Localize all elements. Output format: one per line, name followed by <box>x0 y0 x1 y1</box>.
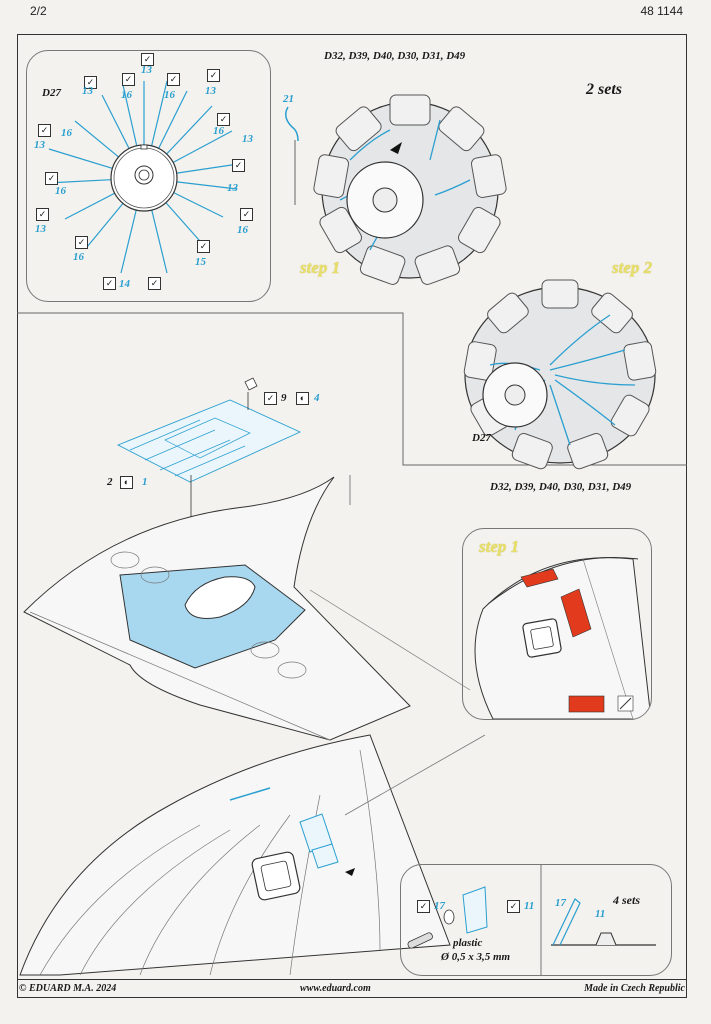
copyright: © EDUARD M.A. 2024 <box>19 983 117 994</box>
plastic-dims: Ø 0,5 x 3,5 mm <box>441 951 511 963</box>
fig-11-label: 11 <box>595 908 606 920</box>
website: www.eduard.com <box>300 983 371 994</box>
page-number: 2/2 <box>30 4 47 18</box>
engine-parts-bottom: D32, D39, D40, D30, D31, D49 <box>490 481 632 493</box>
engine-ref-d27: D27 <box>472 432 491 444</box>
part-label: 16 <box>164 89 175 101</box>
part-label: 13 <box>227 182 238 194</box>
part-label: 13 <box>242 133 253 145</box>
part-17-label: 17 <box>434 900 445 912</box>
cowl-step1-label: step 1 <box>479 537 520 556</box>
check-icon: ✓ <box>217 113 230 126</box>
part-label: 13 <box>35 223 46 235</box>
part-21-label: 21 <box>283 93 294 105</box>
footer <box>17 979 687 998</box>
fig-17-label: 17 <box>555 897 566 909</box>
check-icon: ✓ <box>36 208 49 221</box>
check-icon: ✓ <box>417 900 430 913</box>
part-label: 16 <box>237 224 248 236</box>
small-sets-label: 4 sets <box>613 893 640 907</box>
part-label: 16 <box>121 89 132 101</box>
part-4-label: 4 <box>314 392 320 404</box>
check-icon: ✓ <box>75 236 88 249</box>
kit-number: 48 1144 <box>640 4 683 18</box>
check-icon: ✓ <box>240 208 253 221</box>
engine-parts-top: D32, D39, D40, D30, D31, D49 <box>324 50 466 62</box>
part-label: 13 <box>82 85 93 97</box>
plastic-label: plastic <box>453 937 483 949</box>
check-icon: ✓ <box>232 159 245 172</box>
check-icon: ✓ <box>103 277 116 290</box>
part-label: 13 <box>141 64 152 76</box>
check-icon: ✓ <box>141 53 154 66</box>
check-icon: ✓ <box>148 277 161 290</box>
part-label: 13 <box>205 85 216 97</box>
wiring-ref-label: D27 <box>42 87 61 99</box>
part-label: 13 <box>34 139 45 151</box>
part-label: 15 <box>195 256 206 268</box>
part-1-label: 1 <box>142 476 148 488</box>
origin: Made in Czech Republic <box>584 983 685 994</box>
part-11-label: 11 <box>524 900 535 912</box>
small-parts-panel <box>400 864 672 976</box>
check-icon: ✓ <box>45 172 58 185</box>
part-label: 14 <box>119 278 130 290</box>
sets-label: 2 sets <box>586 81 622 98</box>
engine-step2-label: step 2 <box>612 258 653 277</box>
part-label: 16 <box>213 125 224 137</box>
check-icon: ✓ <box>38 124 51 137</box>
round-check-icon: ◐ <box>120 476 133 489</box>
check-icon: ✓ <box>122 73 135 86</box>
check-icon: ✓ <box>167 73 180 86</box>
part-2-label: 2 <box>107 476 113 488</box>
engine-step1-label: step 1 <box>300 258 341 277</box>
check-icon: ✓ <box>264 392 277 405</box>
part-label: 16 <box>73 251 84 263</box>
round-check-icon: ◐ <box>296 392 309 405</box>
check-icon: ✓ <box>84 76 97 89</box>
part-9-label: 9 <box>281 392 287 404</box>
check-icon: ✓ <box>207 69 220 82</box>
part-label: 16 <box>55 185 66 197</box>
check-icon: ✓ <box>507 900 520 913</box>
check-icon: ✓ <box>197 240 210 253</box>
part-label: 16 <box>61 127 72 139</box>
